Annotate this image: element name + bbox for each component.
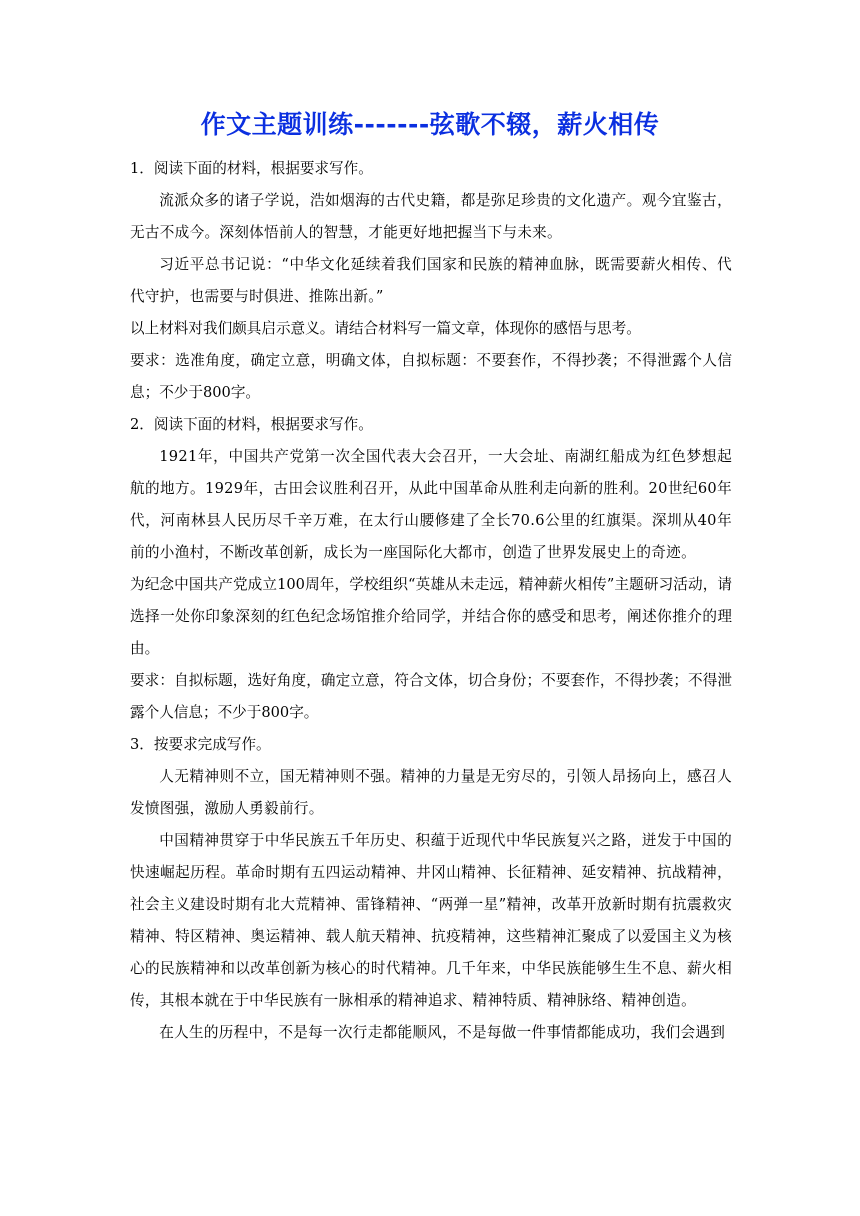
material-paragraph: 中国精神贯穿于中华民族五千年历史、积蕴于近现代中华民族复兴之路，迸发于中国的快速崛起历程。革命时期有五四运动精神、井冈山精神、长征精神、延安精神、抗战精神，社会主义建设时期有北大荒精神、雷锋精神、“两弹一星”精神，改革开放新时期有抗震救灾精神、特区精神、奥运精神、载人航天精神、抗疫精神，这些精神汇聚成了以爱国主义为核心的民族精神和以改革创新为核心的时代精神。几千年来，中华民族能够生生不息、薪火相传，其根本就在于中华民族有一脉相承的精神追求、精神特质、精神脉络、精神创造。: [130, 832, 732, 1009]
question-2-heading: 2．阅读下面的材料，根据要求写作。: [130, 416, 373, 433]
material-paragraph: 人无精神则不立，国无精神则不强。精神的力量是无穷尽的，引领人昂扬向上，感召人发愤图强，激励人勇毅前行。: [130, 768, 732, 817]
material-paragraph: 流派众多的诸子学说，浩如烟海的古代史籍，都是弥足珍贵的文化遗产。观今宜鉴古，无古不成今。深刻体悟前人的智慧，才能更好地把握当下与未来。: [130, 192, 732, 241]
document-title: 作文主题训练-------弦歌不辍，薪火相传: [200, 110, 660, 139]
prompt-paragraph: 以上材料对我们颇具启示意义。请结合材料写一篇文章，体现你的感悟与思考。: [130, 320, 641, 337]
prompt-paragraph: 为纪念中国共产党成立100周年，学校组织“英雄从未走远，精神薪火相传”主题研习活动，请选择一处你印象深刻的红色纪念场馆推介给同学，并结合你的感受和思考，阐述你推介的理由。: [130, 576, 732, 657]
question-1-heading: 1．阅读下面的材料，根据要求写作。: [130, 160, 373, 177]
material-paragraph: 1921年，中国共产党第一次全国代表大会召开，一大会址、南湖红船成为红色梦想起航的地方。1929年，古田会议胜利召开，从此中国革命从胜利走向新的胜利。20世纪60年代，河南林县人民历尽千辛万难，在太行山腰修建了全长70.6公里的红旗渠。深圳从40年前的小渔村，不断改革创新，成长为一座国际化大都市，创造了世界发展史上的奇迹。: [130, 448, 732, 561]
requirement-paragraph: 要求：选准角度，确定立意，明确文体，自拟标题：不要套作，不得抄袭；不得泄露个人信息；不少于800字。: [130, 352, 732, 401]
requirement-paragraph: 要求：自拟标题，选好角度，确定立意，符合文体，切合身份；不要套作，不得抄袭；不得泄露个人信息；不少于800字。: [130, 672, 732, 721]
document-body: [130, 153, 732, 1049]
material-paragraph: 习近平总书记说：“中华文化延续着我们国家和民族的精神血脉，既需要薪火相传、代代守护，也需要与时俱进、推陈出新。”: [130, 256, 732, 305]
material-paragraph: 在人生的历程中，不是每一次行走都能顺风，不是每做一件事情都能成功，我们会遇到: [159, 1024, 726, 1041]
question-3-heading: 3．按要求完成写作。: [130, 736, 271, 753]
